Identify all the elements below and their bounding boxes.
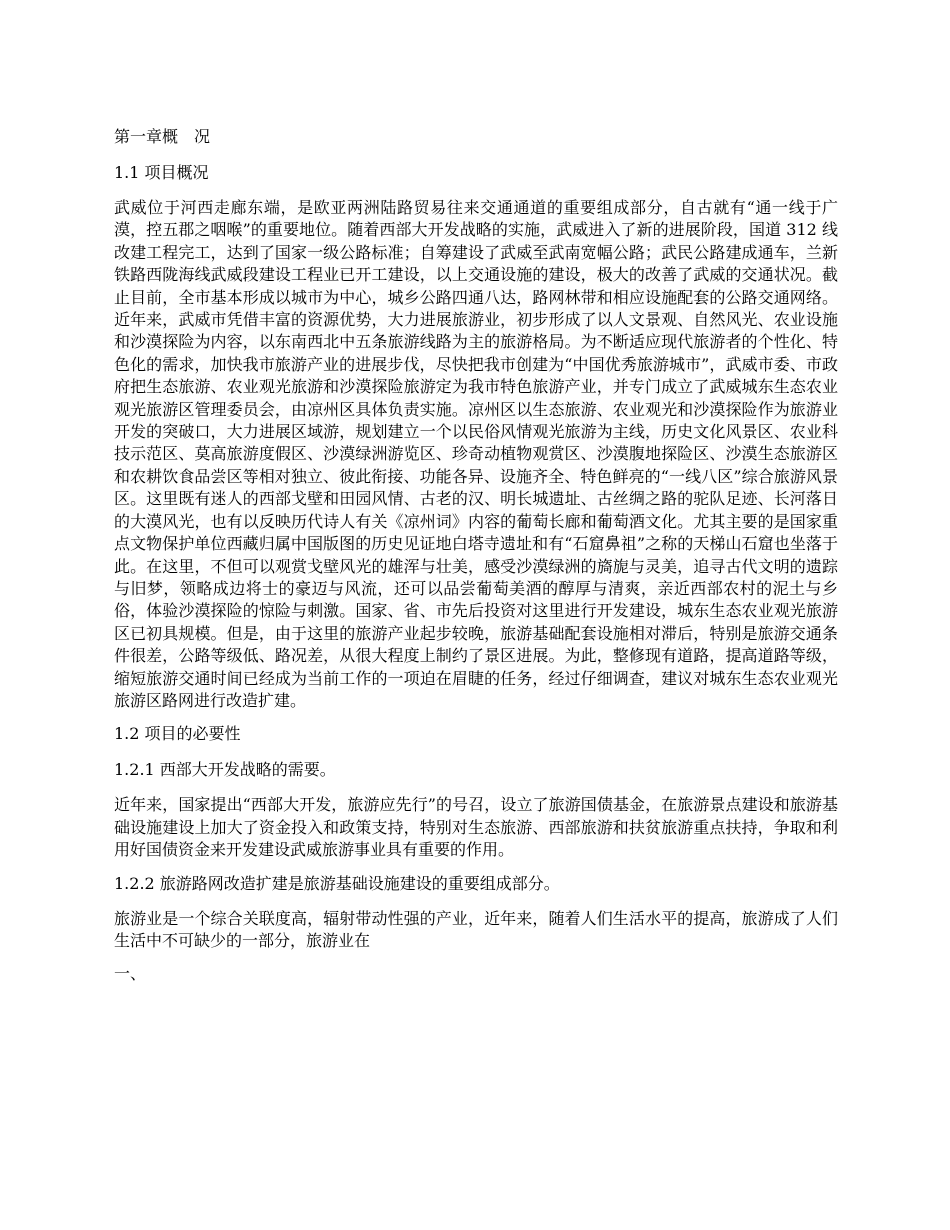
document-page xyxy=(114,125,838,998)
paragraph-tourism-industry: 旅游业是一个综合关联度高，辐射带动性强的产业，近年来，随着人们生活水平的提高，旅游成了人们生活中不可缺少的一部分，旅游业在 xyxy=(114,908,838,950)
section-heading-1-2-2: 1.2.2 旅游路网改造扩建是旅游基础设施建设的重要组成部分。 xyxy=(114,873,560,893)
chapter-title: 第一章概 况 xyxy=(114,127,211,146)
section-heading-1-1: 1.1 项目概况 xyxy=(114,163,209,182)
paragraph-western-development: 近年来，国家提出“西部大开发，旅游应先行”的号召，设立了旅游国债基金，在旅游景点建设和旅游基础设施建设上加大了资金投入和政策支持，特别对生态旅游、西部旅游和扶贫旅游重点扶持，争取和利用好国债资金来开发建设武威旅游事业具有重要的作用。 xyxy=(114,795,838,860)
paragraph-project-overview: 武威位于河西走廊东端，是欧亚两洲陆路贸易往来交通通道的重要组成部分，自古就有“通一线于广漠，控五郡之咽喉”的重要地位。随着西部大开发战略的实施，武威进入了新的进展阶段，国道 312 线改建工程完工，达到了国家一级公路标准；自筹建设了武威至武南宽幅公路；武民公路建成通车，兰新铁路西陇海线武威段建设工程业已开工建设，以上交通设施的建设，极大的改善了武威的交通状况。截止目前，全市基本形成以城市为中心，城乡公路四通八达，路网林带和相应设施配套的公路交通网络。近年来，武威市凭借丰富的资源优势，大力进展旅游业，初步形成了以人文景观、自然风光、农业设施和沙漠探险为内容，以东南西北中五条旅游线路为主的旅游格局。为不断适应现代旅游者的个性化、特色化的需求，加快我市旅游产业的进展步伐，尽快把我市创建为“中国优秀旅游城市”，武威市委、市政府把生态旅游、农业观光旅游和沙漠探险旅游定为我市特色旅游产业，并专门成立了武威城东生态农业观光旅游区管理委员会，由凉州区具体负责实施。凉州区以生态旅游、农业观光和沙漠探险作为旅游业开发的突破口，大力进展区域游，规划建立一个以民俗风情观光旅游为主线，历史文化风景区、农业科技示范区、莫高旅游度假区、沙漠绿洲游览区、珍奇动植物观赏区、沙漠腹地探险区、沙漠生态旅游区和农耕饮食品尝区等相对独立、彼此衔接、功能各异、设施齐全、特色鲜亮的“一线八区”综合旅游风景区。这里既有迷人的西部戈壁和田园风情、古老的汉、明长城遗址、古丝绸之路的驼队足迹、长河落日的大漠风光，也有以反映历代诗人有关《凉州词》内容的葡萄长廊和葡萄酒文化。尤其主要的是国家重点文物保护单位西藏归属中国版图的历史见证地白塔寺遗址和有“石窟鼻祖”之称的天梯山石窟也坐落于此。在这里，不但可以观赏戈壁风光的雄浑与壮美，感受沙漠绿洲的旖旎与灵美，追寻古代文明的遗踪与旧梦，领略成边将士的豪迈与风流，还可以品尝葡萄美酒的醇厚与清爽，亲近西部农村的泥土与乡俗，体验沙漠探险的惊险与刺激。国家、省、市先后投资对这里进行开发建设，城东生态农业观光旅游区已初具规模。但是，由于这里的旅游产业起步较晚，旅游基础配套设施相对滞后，特别是旅游交通条件很差，公路等级低、路况差，从很大程度上制约了景区进展。为此，整修现有道路，提高道路等级，缩短旅游交通时间已经成为当前工作的一项迫在眉睫的任务，经过仔细调查，建议对城东生态农业观光旅游区路网进行改造扩建。 xyxy=(114,198,838,710)
section-heading-1-2-1: 1.2.1 西部大开发战略的需要。 xyxy=(114,760,336,780)
section-heading-1-2: 1.2 项目的必要性 xyxy=(114,724,241,744)
list-marker: 一、 xyxy=(114,964,147,984)
